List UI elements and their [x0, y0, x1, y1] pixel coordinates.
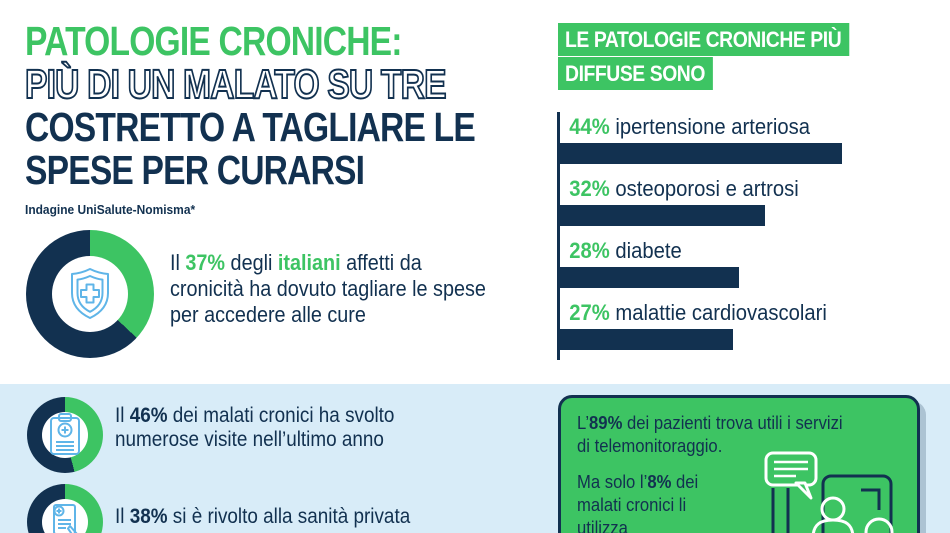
stat-38-percent: 38%: [129, 505, 168, 528]
title-line-1: PATOLOGIE CRONICHE:: [25, 18, 402, 64]
title-line-4: SPESE PER CURARSI: [25, 147, 365, 193]
stat-37-paragraph: [170, 250, 557, 328]
stat-37-rest: affetti da: [340, 250, 422, 275]
chart-title: [558, 23, 889, 90]
bar-category-label: malattie cardiovascolari: [615, 300, 827, 325]
donut-chart-46: [27, 397, 103, 473]
bar-row: [560, 174, 897, 226]
stat-46-prefix: Il: [115, 404, 130, 427]
stat-46-line2: numerose visite nell’ultimo anno: [115, 428, 384, 451]
telemonitoring-icon: [693, 428, 920, 533]
tele-89-percent: 89%: [589, 412, 623, 433]
stat-46-rest: dei malati cronici ha svolto: [167, 404, 395, 427]
main-title: [25, 20, 574, 217]
bar-label: [560, 238, 870, 264]
tele-line1-prefix: L’: [577, 412, 590, 433]
bar-value-label: 27%: [569, 300, 610, 325]
bar-label: [560, 114, 870, 140]
tele-line5: utilizza: [577, 517, 628, 533]
bar-value-label: 28%: [569, 238, 610, 263]
stat-46-paragraph: [115, 404, 394, 452]
title-line-3: COSTRETTO A TAGLIARE LE: [25, 104, 475, 150]
prescription-icon: [48, 502, 82, 533]
bar: [560, 267, 739, 288]
bar: [560, 143, 842, 164]
tele-8-percent: 8%: [647, 471, 672, 492]
bar: [560, 205, 765, 226]
stat-37-line3: per accedere alle cure: [170, 302, 366, 327]
bar-row: [560, 236, 897, 288]
clipboard-icon: [48, 413, 82, 457]
chart-title-line-2: DIFFUSE SONO: [558, 57, 713, 90]
stat-37-highlight: italiani: [277, 250, 341, 275]
tele-line1-rest: dei pazienti trova utili i servizi: [622, 412, 843, 433]
stat-38-prefix: Il: [115, 505, 130, 528]
bottom-section: [0, 384, 950, 533]
tele-line3-rest: dei: [671, 471, 699, 492]
bar-value-label: 32%: [569, 176, 610, 201]
donut-hole: [42, 499, 88, 533]
donut-hole: [42, 412, 88, 458]
chart-title-line-1: LE PATOLOGIE CRONICHE PIÙ: [558, 23, 849, 56]
source-note: Indagine UniSalute-Nomisma*: [25, 202, 196, 217]
shield-cross-icon: [67, 267, 113, 321]
bar-row: [560, 298, 897, 350]
bar-category-label: diabete: [615, 238, 682, 263]
stat-38-rest: si è rivolto alla sanità privata: [167, 505, 411, 528]
stat-37-prefix: Il: [170, 250, 186, 275]
donut-chart-38: [27, 484, 103, 533]
stat-46-percent: 46%: [129, 404, 168, 427]
bar-value-label: 44%: [569, 114, 610, 139]
tele-line2: di telemonitoraggio.: [577, 435, 723, 456]
bar-category-label: ipertensione arteriosa: [615, 114, 811, 139]
tele-line3-prefix: Ma solo l’: [577, 471, 648, 492]
bar: [560, 329, 733, 350]
bar-label: [560, 300, 870, 326]
stat-37-percent: 37%: [185, 250, 226, 275]
tele-line4: malati cronici li: [577, 494, 687, 515]
bar-category-label: osteoporosi e artrosi: [615, 176, 799, 201]
bar-label: [560, 176, 870, 202]
stat-37-line2: cronicità ha dovuto tagliare le spese: [170, 276, 486, 301]
telemonitoring-box: [558, 395, 920, 533]
donut-chart-37: [26, 230, 154, 358]
stat-38-paragraph: [115, 505, 410, 529]
stat-37-mid: degli: [225, 250, 278, 275]
bar-chart: [557, 112, 897, 360]
title-line-2: PIÙ DI UN MALATO SU TRE: [25, 61, 446, 107]
donut-hole: [52, 256, 128, 332]
bar-row: [560, 112, 897, 164]
